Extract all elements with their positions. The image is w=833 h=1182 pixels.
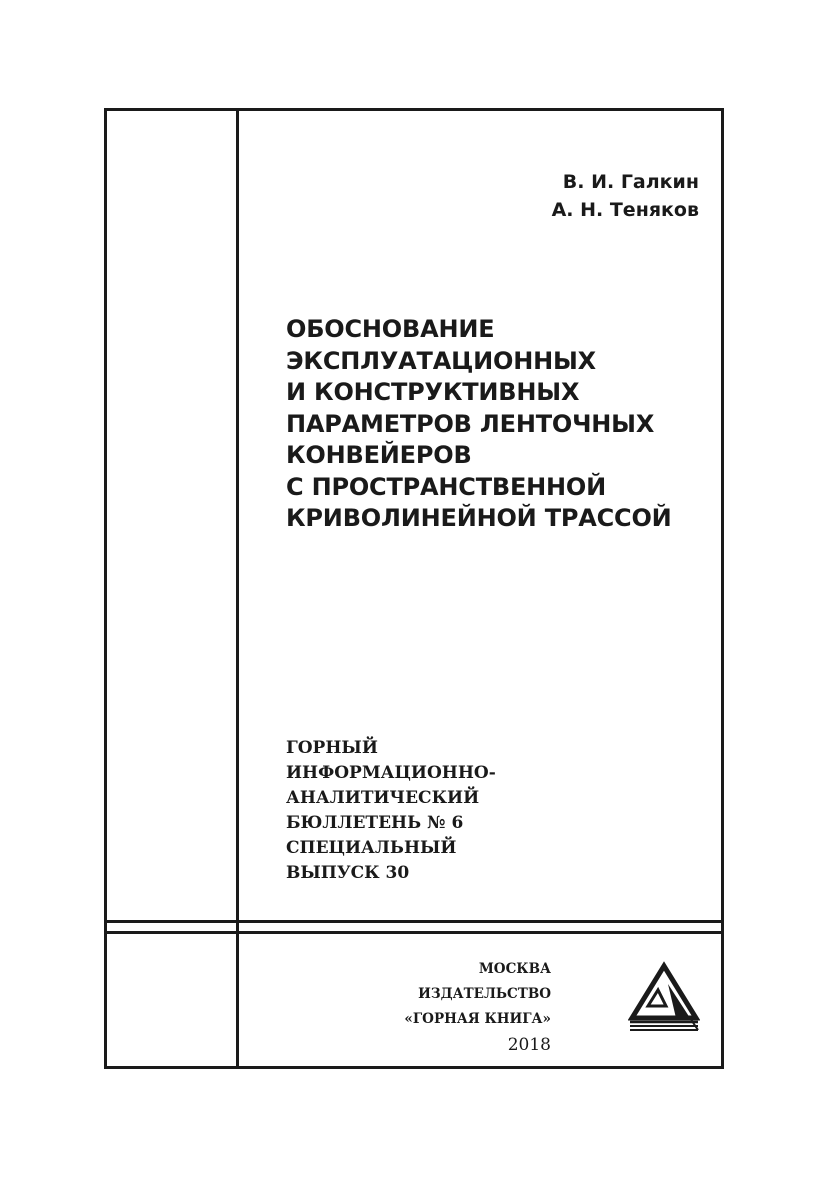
series-line: ГОРНЫЙ [286, 738, 378, 758]
series-line: ВЫПУСК 30 [286, 863, 410, 883]
publication-year: 2018 [507, 1035, 551, 1055]
title-line: ЭКСПЛУАТАЦИОННЫХ [286, 346, 596, 375]
series-line: ИНФОРМАЦИОННО- [286, 763, 496, 783]
publisher-house: ИЗДАТЕЛЬСТВО [418, 986, 551, 1002]
series-line: БЮЛЛЕТЕНЬ № 6 [286, 813, 464, 833]
title-line: ОБОСНОВАНИЕ [286, 315, 495, 343]
title-line: КРИВОЛИНЕЙНОЙ ТРАССОЙ [286, 504, 672, 532]
publisher-name: «ГОРНАЯ КНИГА» [404, 1011, 551, 1027]
series-line: СПЕЦИАЛЬНЫЙ [286, 838, 457, 858]
authors-block [552, 168, 699, 224]
title-line: И КОНСТРУКТИВНЫХ [286, 378, 580, 406]
publisher-city: МОСКВА [478, 961, 551, 977]
mountain-triangle-book-icon [628, 960, 700, 1032]
book-title [286, 314, 711, 535]
author-name: В. И. Галкин [562, 171, 699, 193]
series-info [286, 736, 496, 886]
author-name: А. Н. Теняков [551, 199, 699, 221]
cover-frame [104, 108, 724, 1069]
series-line: АНАЛИТИЧЕСКИЙ [286, 788, 480, 808]
horizontal-rule-bottom [104, 931, 724, 934]
vertical-rule [236, 108, 239, 1069]
title-line: ПАРАМЕТРОВ ЛЕНТОЧНЫХ [286, 409, 655, 438]
publisher-block [404, 957, 551, 1058]
horizontal-rule-top [104, 920, 724, 923]
title-line: КОНВЕЙЕРОВ [286, 441, 472, 469]
title-line: С ПРОСТРАНСТВЕННОЙ [286, 472, 607, 501]
